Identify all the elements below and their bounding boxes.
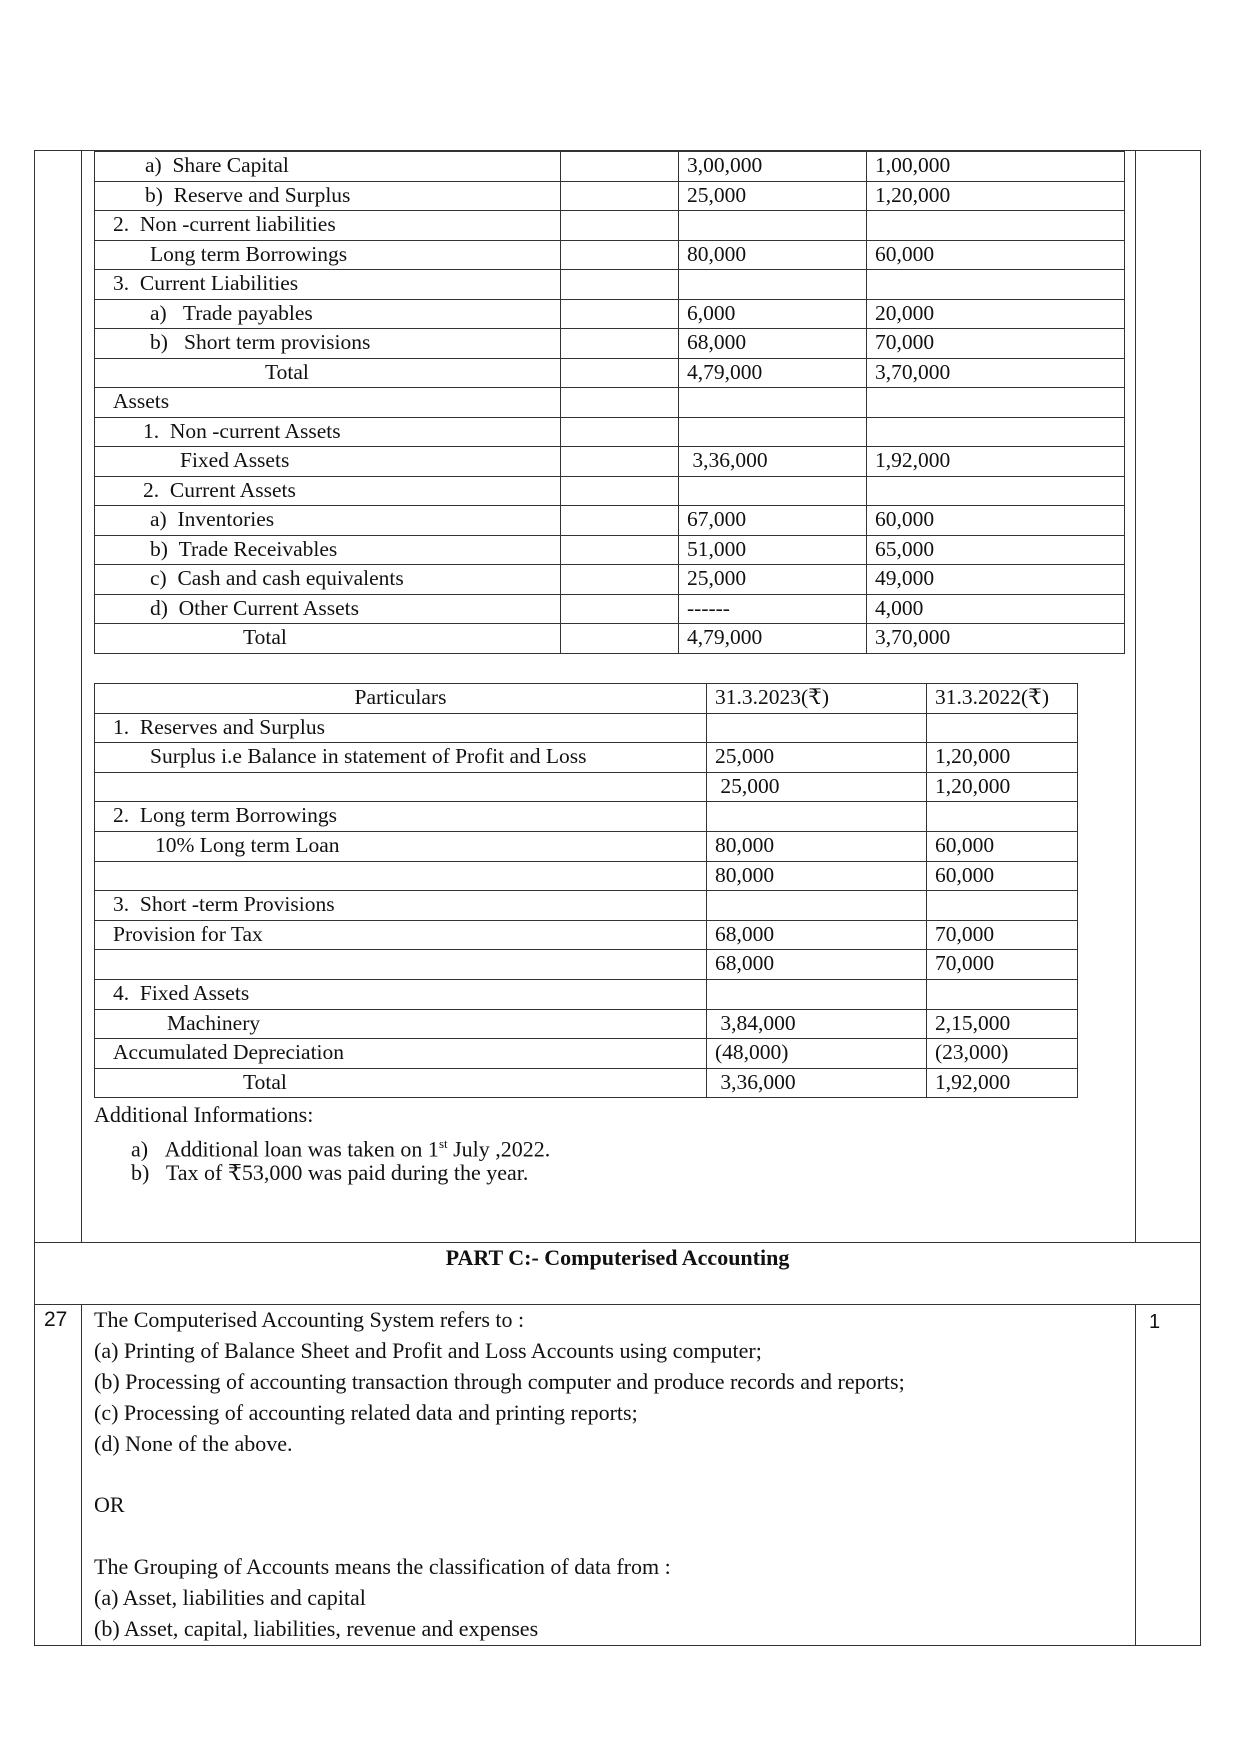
frame-right-line xyxy=(1200,150,1201,1646)
balance-sheet-value-2022: 65,000 xyxy=(867,535,1125,565)
notes-label: Provision for Tax xyxy=(95,920,707,950)
balance-sheet-note-cell xyxy=(561,270,679,300)
balance-sheet-value-2023 xyxy=(679,417,867,447)
notes-label xyxy=(95,950,707,980)
year-2023-header: 31.3.2023(₹) xyxy=(707,684,927,714)
balance-sheet-row xyxy=(95,535,1125,565)
balance-sheet-value-2023: 68,000 xyxy=(679,329,867,359)
balance-sheet-row xyxy=(95,388,1125,418)
balance-sheet-value-2022 xyxy=(867,417,1125,447)
alt-question-line: The Grouping of Accounts means the classification of data from : xyxy=(94,1554,671,1579)
notes-row xyxy=(95,743,1078,773)
balance-sheet-note-cell xyxy=(561,417,679,447)
notes-value-2023 xyxy=(707,979,927,1009)
notes-value-2023: 25,000 xyxy=(707,772,927,802)
notes-label: Surplus i.e Balance in statement of Profit and Loss xyxy=(95,743,707,773)
balance-sheet-note-cell xyxy=(561,240,679,270)
balance-sheet-row xyxy=(95,506,1125,536)
balance-sheet-label: Total xyxy=(95,358,561,388)
notes-row xyxy=(95,772,1078,802)
notes-value-2022: 1,20,000 xyxy=(927,772,1078,802)
balance-sheet-note-cell xyxy=(561,152,679,182)
balance-sheet-row xyxy=(95,240,1125,270)
notes-row xyxy=(95,891,1078,921)
balance-sheet-note-cell xyxy=(561,181,679,211)
balance-sheet-row xyxy=(95,299,1125,329)
question-line-1: The Computerised Accounting System refers to : xyxy=(94,1307,525,1332)
particulars-header: Particulars xyxy=(95,684,707,714)
notes-value-2023: 80,000 xyxy=(707,861,927,891)
notes-row xyxy=(95,1039,1078,1069)
notes-label: Machinery xyxy=(95,1009,707,1039)
notes-to-accounts-table xyxy=(94,683,1078,1098)
year-2022-header: 31.3.2022(₹) xyxy=(927,684,1078,714)
additional-info-b: b) Tax of ₹53,000 was paid during the year. xyxy=(131,1160,529,1185)
notes-value-2022: 60,000 xyxy=(927,861,1078,891)
notes-value-2023: 3,36,000 xyxy=(707,1068,927,1098)
balance-sheet-value-2022: 4,000 xyxy=(867,594,1125,624)
notes-row xyxy=(95,1068,1078,1098)
balance-sheet-label: Total xyxy=(95,624,561,654)
additional-info-a-suffix: July ,2022. xyxy=(447,1136,551,1162)
notes-value-2022 xyxy=(927,713,1078,743)
balance-sheet-value-2022: 1,00,000 xyxy=(867,152,1125,182)
notes-value-2022 xyxy=(927,802,1078,832)
balance-sheet-value-2023: 67,000 xyxy=(679,506,867,536)
notes-header-row xyxy=(95,684,1078,714)
frame-bottom-line xyxy=(34,1645,1201,1646)
balance-sheet-value-2022: 70,000 xyxy=(867,329,1125,359)
notes-value-2023: 3,84,000 xyxy=(707,1009,927,1039)
notes-row xyxy=(95,950,1078,980)
notes-value-2022: 70,000 xyxy=(927,920,1078,950)
balance-sheet-row xyxy=(95,447,1125,477)
balance-sheet-note-cell xyxy=(561,329,679,359)
option-c: (c) Processing of accounting related data and printing reports; xyxy=(94,1400,638,1425)
balance-sheet-value-2023: 3,36,000 xyxy=(679,447,867,477)
balance-sheet-note-cell xyxy=(561,211,679,241)
notes-row xyxy=(95,802,1078,832)
additional-info-title: Additional Informations: xyxy=(94,1102,314,1127)
balance-sheet-note-cell xyxy=(561,299,679,329)
balance-sheet-row xyxy=(95,358,1125,388)
balance-sheet-label: c) Cash and cash equivalents xyxy=(95,565,561,595)
balance-sheet-value-2023: 4,79,000 xyxy=(679,624,867,654)
balance-sheet-row xyxy=(95,594,1125,624)
notes-row xyxy=(95,979,1078,1009)
balance-sheet-note-cell xyxy=(561,535,679,565)
notes-value-2022: (23,000) xyxy=(927,1039,1078,1069)
balance-sheet-label: a) Trade payables xyxy=(95,299,561,329)
balance-sheet-value-2022: 3,70,000 xyxy=(867,624,1125,654)
balance-sheet-row xyxy=(95,329,1125,359)
balance-sheet-label: Assets xyxy=(95,388,561,418)
balance-sheet-value-2023: ------ xyxy=(679,594,867,624)
balance-sheet-note-cell xyxy=(561,476,679,506)
notes-label xyxy=(95,861,707,891)
additional-info-a-text: a) Additional loan was taken on 1 xyxy=(131,1136,439,1162)
option-b: (b) Processing of accounting transaction through computer and produce records and reports; xyxy=(94,1369,905,1394)
notes-label: 2. Long term Borrowings xyxy=(95,802,707,832)
option-a: (a) Printing of Balance Sheet and Profit and Loss Accounts using computer; xyxy=(94,1338,762,1363)
balance-sheet-value-2022 xyxy=(867,388,1125,418)
notes-value-2022 xyxy=(927,891,1078,921)
frame-marks-divider-lower xyxy=(1135,1304,1136,1646)
notes-row xyxy=(95,1009,1078,1039)
balance-sheet-note-cell xyxy=(561,624,679,654)
balance-sheet-label: 3. Current Liabilities xyxy=(95,270,561,300)
balance-sheet-label: Fixed Assets xyxy=(95,447,561,477)
balance-sheet-label: b) Reserve and Surplus xyxy=(95,181,561,211)
notes-label: 4. Fixed Assets xyxy=(95,979,707,1009)
question-marks: 1 xyxy=(1149,1311,1161,1333)
balance-sheet-row xyxy=(95,181,1125,211)
balance-sheet-row xyxy=(95,211,1125,241)
notes-value-2023: 80,000 xyxy=(707,831,927,861)
notes-value-2022: 2,15,000 xyxy=(927,1009,1078,1039)
notes-value-2023 xyxy=(707,713,927,743)
question-number: 27 xyxy=(44,1308,68,1331)
balance-sheet-note-cell xyxy=(561,594,679,624)
notes-label: 1. Reserves and Surplus xyxy=(95,713,707,743)
notes-label: 10% Long term Loan xyxy=(95,831,707,861)
notes-value-2022: 1,20,000 xyxy=(927,743,1078,773)
frame-question-number-divider xyxy=(81,150,82,1242)
part-c-heading: PART C:- Computerised Accounting xyxy=(445,1245,790,1270)
balance-sheet-label: Long term Borrowings xyxy=(95,240,561,270)
notes-value-2022: 70,000 xyxy=(927,950,1078,980)
alt-option-b: (b) Asset, capital, liabilities, revenue and expenses xyxy=(94,1616,539,1641)
balance-sheet-value-2023 xyxy=(679,476,867,506)
notes-value-2022: 60,000 xyxy=(927,831,1078,861)
notes-row xyxy=(95,861,1078,891)
balance-sheet-value-2022: 3,70,000 xyxy=(867,358,1125,388)
balance-sheet-note-cell xyxy=(561,447,679,477)
balance-sheet-row xyxy=(95,565,1125,595)
balance-sheet-value-2022: 1,92,000 xyxy=(867,447,1125,477)
balance-sheet-label: a) Inventories xyxy=(95,506,561,536)
or-separator: OR xyxy=(94,1492,125,1517)
balance-sheet-label: a) Share Capital xyxy=(95,152,561,182)
balance-sheet-value-2022: 60,000 xyxy=(867,506,1125,536)
balance-sheet-row xyxy=(95,624,1125,654)
balance-sheet-label: d) Other Current Assets xyxy=(95,594,561,624)
balance-sheet-row xyxy=(95,270,1125,300)
notes-label xyxy=(95,772,707,802)
balance-sheet-table xyxy=(94,151,1125,654)
balance-sheet-value-2022 xyxy=(867,211,1125,241)
balance-sheet-value-2022: 1,20,000 xyxy=(867,181,1125,211)
notes-value-2023: 68,000 xyxy=(707,950,927,980)
balance-sheet-label: b) Trade Receivables xyxy=(95,535,561,565)
balance-sheet-label: 2. Non -current liabilities xyxy=(95,211,561,241)
balance-sheet-value-2023 xyxy=(679,388,867,418)
notes-row xyxy=(95,713,1078,743)
balance-sheet-value-2023: 25,000 xyxy=(679,181,867,211)
balance-sheet-row xyxy=(95,417,1125,447)
balance-sheet-value-2023: 80,000 xyxy=(679,240,867,270)
frame-marks-divider xyxy=(1135,150,1136,1242)
frame-question-number-divider-lower xyxy=(81,1304,82,1646)
alt-option-a: (a) Asset, liabilities and capital xyxy=(94,1585,366,1610)
notes-label: Total xyxy=(95,1068,707,1098)
option-d: (d) None of the above. xyxy=(94,1431,293,1456)
balance-sheet-value-2022: 60,000 xyxy=(867,240,1125,270)
balance-sheet-label: 2. Current Assets xyxy=(95,476,561,506)
notes-value-2023 xyxy=(707,891,927,921)
balance-sheet-value-2022: 49,000 xyxy=(867,565,1125,595)
balance-sheet-value-2022: 20,000 xyxy=(867,299,1125,329)
balance-sheet-value-2023: 51,000 xyxy=(679,535,867,565)
balance-sheet-note-cell xyxy=(561,506,679,536)
notes-row xyxy=(95,920,1078,950)
notes-label: Accumulated Depreciation xyxy=(95,1039,707,1069)
balance-sheet-note-cell xyxy=(561,358,679,388)
balance-sheet-value-2023: 25,000 xyxy=(679,565,867,595)
balance-sheet-value-2023: 4,79,000 xyxy=(679,358,867,388)
balance-sheet-row xyxy=(95,152,1125,182)
balance-sheet-value-2023 xyxy=(679,211,867,241)
balance-sheet-row xyxy=(95,476,1125,506)
notes-value-2023: 25,000 xyxy=(707,743,927,773)
balance-sheet-value-2023 xyxy=(679,270,867,300)
notes-row xyxy=(95,831,1078,861)
notes-value-2023: 68,000 xyxy=(707,920,927,950)
balance-sheet-label: b) Short term provisions xyxy=(95,329,561,359)
notes-value-2022 xyxy=(927,979,1078,1009)
frame-left-line xyxy=(34,150,35,1646)
additional-info-a-superscript: st xyxy=(438,1136,448,1151)
notes-value-2022: 1,92,000 xyxy=(927,1068,1078,1098)
balance-sheet-value-2022 xyxy=(867,476,1125,506)
balance-sheet-value-2023: 6,000 xyxy=(679,299,867,329)
balance-sheet-label: 1. Non -current Assets xyxy=(95,417,561,447)
notes-value-2023 xyxy=(707,802,927,832)
notes-label: 3. Short -term Provisions xyxy=(95,891,707,921)
balance-sheet-value-2022 xyxy=(867,270,1125,300)
balance-sheet-note-cell xyxy=(561,565,679,595)
balance-sheet-value-2023: 3,00,000 xyxy=(679,152,867,182)
balance-sheet-note-cell xyxy=(561,388,679,418)
notes-value-2023: (48,000) xyxy=(707,1039,927,1069)
